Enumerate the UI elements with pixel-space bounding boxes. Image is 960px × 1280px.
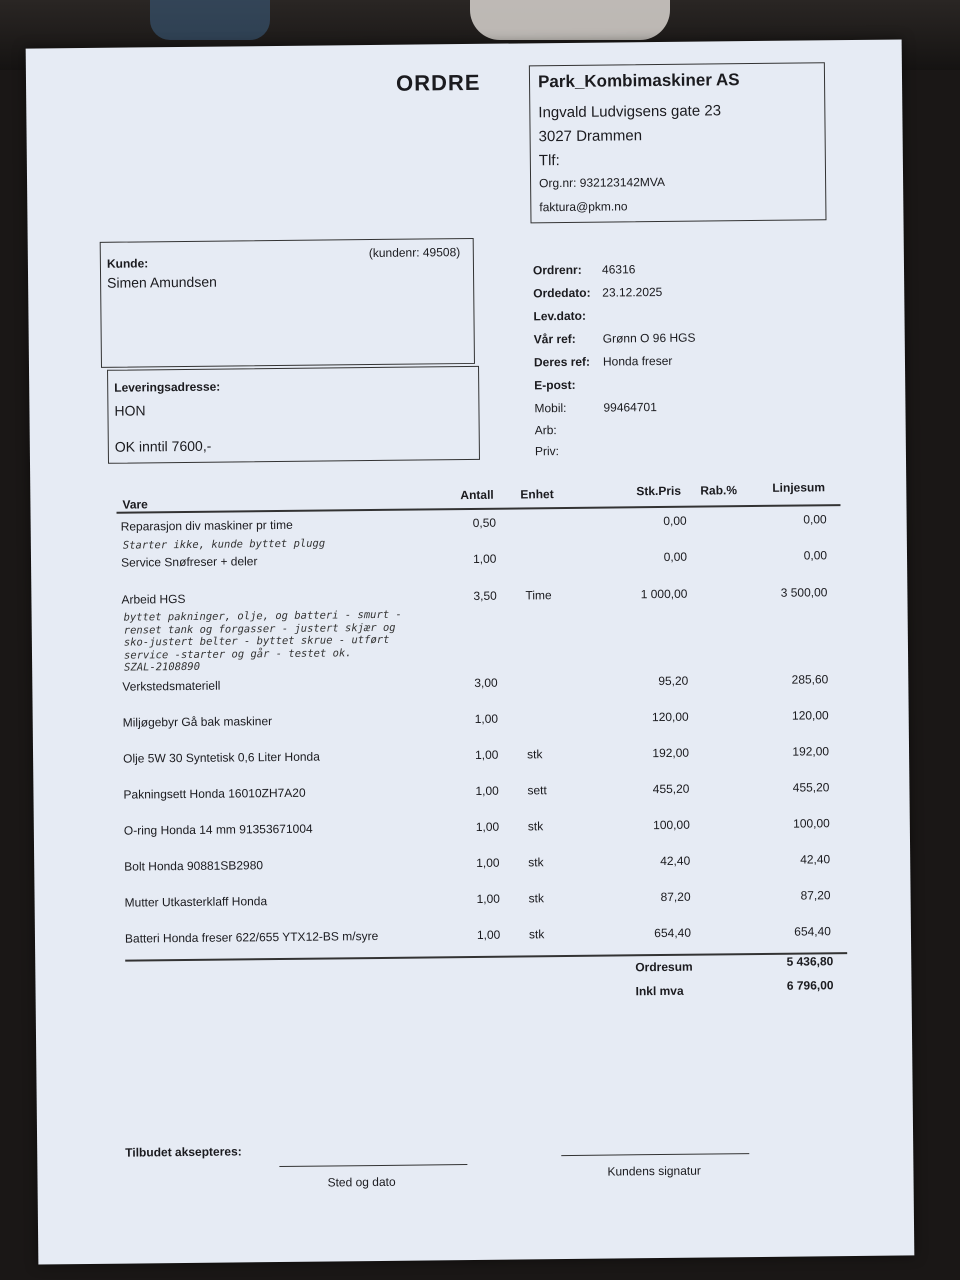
row-unit: stk xyxy=(528,855,544,870)
meta-label-ordedato: Ordedato: xyxy=(533,285,591,301)
company-phone: Tlf: xyxy=(538,152,560,170)
inkl-mva-value: 6 796,00 xyxy=(786,978,834,993)
row-unit: Time xyxy=(525,588,552,603)
row-sum: 654,40 xyxy=(794,924,832,939)
row-sum: 0,00 xyxy=(803,512,827,527)
header-antall: Antall xyxy=(460,487,494,503)
row-sum: 455,20 xyxy=(792,780,830,795)
row-qty: 1,00 xyxy=(476,927,501,942)
row-price: 192,00 xyxy=(652,745,690,761)
delivery-line1: HON xyxy=(114,402,146,419)
row-qty: 1,00 xyxy=(476,855,500,870)
row-price: 1 000,00 xyxy=(640,586,688,602)
inkl-mva-label: Inkl mva xyxy=(635,983,684,999)
delivery-line2: OK inntil 7600,- xyxy=(114,437,212,455)
order-document xyxy=(26,39,915,1264)
row-price: 95,20 xyxy=(658,673,689,689)
background-object xyxy=(470,0,670,40)
row-price: 0,00 xyxy=(663,549,688,564)
row-name: Service Snøfreser + deler xyxy=(120,554,258,570)
meta-label-priv: Priv: xyxy=(534,444,559,459)
row-sum: 100,00 xyxy=(793,816,830,831)
ordresum-value: 5 436,80 xyxy=(786,954,834,969)
row-sum: 3 500,00 xyxy=(780,585,828,600)
row-qty: 1,00 xyxy=(474,711,499,726)
table-row xyxy=(122,672,842,698)
row-name: Batteri Honda freser 622/655 YTX12-BS m/syre xyxy=(124,928,379,946)
meta-label-levdato: Lev.dato: xyxy=(533,308,587,324)
row-name: Miljøgebyr Gå bak maskiner xyxy=(122,714,273,730)
meta-value-mobil: 99464701 xyxy=(603,400,657,415)
row-sum: 0,00 xyxy=(803,548,828,563)
place-date-line xyxy=(279,1164,467,1167)
work-description-note: byttet pakninger, olje, og batteri - smurt - renset tank og forgasser - justert skjær og sko-justert belter - byttet skrue - utført service -starter og går - testet ok. SZAL-2108890 xyxy=(123,608,402,674)
row-name: Verkstedsmateriell xyxy=(122,678,221,694)
ordresum-label: Ordresum xyxy=(635,959,693,975)
row-price: 100,00 xyxy=(653,817,690,833)
table-row xyxy=(125,924,845,950)
row-price: 120,00 xyxy=(651,709,689,725)
meta-label-deres-ref: Deres ref: xyxy=(533,354,591,370)
row-sum: 120,00 xyxy=(791,708,829,723)
row-name: Bolt Honda 90881SB2980 xyxy=(124,858,264,874)
row-price: 654,40 xyxy=(654,925,692,941)
header-rab: Rab.% xyxy=(700,483,738,498)
table-row xyxy=(123,780,843,806)
row-name: Reparasjon div maskiner pr time xyxy=(120,517,293,534)
row-unit: stk xyxy=(528,927,545,942)
customer-box xyxy=(100,238,475,368)
company-street: Ingvald Ludvigsens gate 23 xyxy=(538,102,722,122)
row-unit: sett xyxy=(527,783,547,798)
header-vare: Vare xyxy=(122,497,148,512)
row-price: 0,00 xyxy=(663,513,687,528)
company-email: faktura@pkm.no xyxy=(539,199,628,215)
company-city: 3027 Drammen xyxy=(538,127,643,146)
table-row xyxy=(123,744,843,770)
row-qty: 0,50 xyxy=(472,515,497,530)
delivery-label: Leveringsadresse: xyxy=(114,379,221,395)
row-name: Mutter Utkasterklaff Honda xyxy=(124,894,268,910)
table-row xyxy=(123,708,843,734)
table-row xyxy=(124,852,844,878)
table-row xyxy=(124,816,844,842)
row-sum: 87,20 xyxy=(800,888,831,903)
row-sum: 285,60 xyxy=(791,672,829,687)
row-qty: 1,00 xyxy=(475,819,500,834)
meta-label-mobil: Mobil: xyxy=(534,400,567,416)
row-name: Pakningsett Honda 16010ZH7A20 xyxy=(123,785,306,802)
company-org: Org.nr: 932123142MVA xyxy=(539,174,666,191)
customer-label: Kunde: xyxy=(106,256,149,271)
table-row xyxy=(125,888,845,914)
header-stk-pris: Stk.Pris xyxy=(636,483,682,499)
row-qty: 1,00 xyxy=(475,747,499,762)
row-qty: 3,00 xyxy=(474,675,498,690)
header-linjesum: Linjesum xyxy=(772,480,826,495)
row-note: Starter ikke, kunde byttet plugg xyxy=(122,537,326,552)
row-sum: 192,00 xyxy=(792,744,830,759)
row-qty: 1,00 xyxy=(475,783,499,798)
signature-line xyxy=(561,1153,749,1156)
document-title: ORDRE xyxy=(395,69,481,96)
accept-label: Tilbudet aksepteres: xyxy=(125,1144,242,1160)
row-name: Olje 5W 30 Syntetisk 0,6 Liter Honda xyxy=(123,749,320,766)
row-qty: 3,50 xyxy=(473,588,497,603)
meta-label-arb: Arb: xyxy=(534,423,557,438)
row-unit: stk xyxy=(527,819,544,834)
meta-value-deres-ref: Honda freser xyxy=(602,353,673,369)
signature-caption: Kundens signatur xyxy=(607,1163,701,1179)
row-price: 455,20 xyxy=(652,781,690,797)
company-box xyxy=(529,62,827,223)
header-enhet: Enhet xyxy=(520,487,554,502)
table-row xyxy=(121,585,841,611)
customer-name: Simen Amundsen xyxy=(107,273,217,291)
table-row xyxy=(121,512,841,538)
header-divider xyxy=(117,504,841,513)
place-date-caption: Sted og dato xyxy=(327,1174,396,1190)
customer-number: (kundenr: 49508) xyxy=(368,245,461,261)
table-row xyxy=(121,548,841,574)
meta-value-ordedato: 23.12.2025 xyxy=(602,284,663,300)
row-qty: 1,00 xyxy=(472,551,497,566)
meta-value-var-ref: Grønn O 96 HGS xyxy=(602,330,696,346)
meta-label-epost: E-post: xyxy=(534,377,576,393)
row-price: 42,40 xyxy=(660,853,691,869)
row-unit: stk xyxy=(528,891,544,906)
row-name: Arbeid HGS xyxy=(121,591,186,607)
row-sum: 42,40 xyxy=(800,852,831,867)
row-qty: 1,00 xyxy=(476,891,501,906)
row-price: 87,20 xyxy=(660,889,691,905)
company-name: Park_Kombimaskiner AS xyxy=(537,70,740,92)
meta-label-ordrenr: Ordrenr: xyxy=(532,262,582,278)
meta-value-ordrenr: 46316 xyxy=(601,262,636,277)
background-object-blue xyxy=(150,0,270,40)
row-name: O-ring Honda 14 mm 91353671004 xyxy=(123,821,313,838)
meta-label-var-ref: Vår ref: xyxy=(533,331,576,347)
row-unit: stk xyxy=(527,747,543,762)
delivery-box xyxy=(107,366,480,464)
